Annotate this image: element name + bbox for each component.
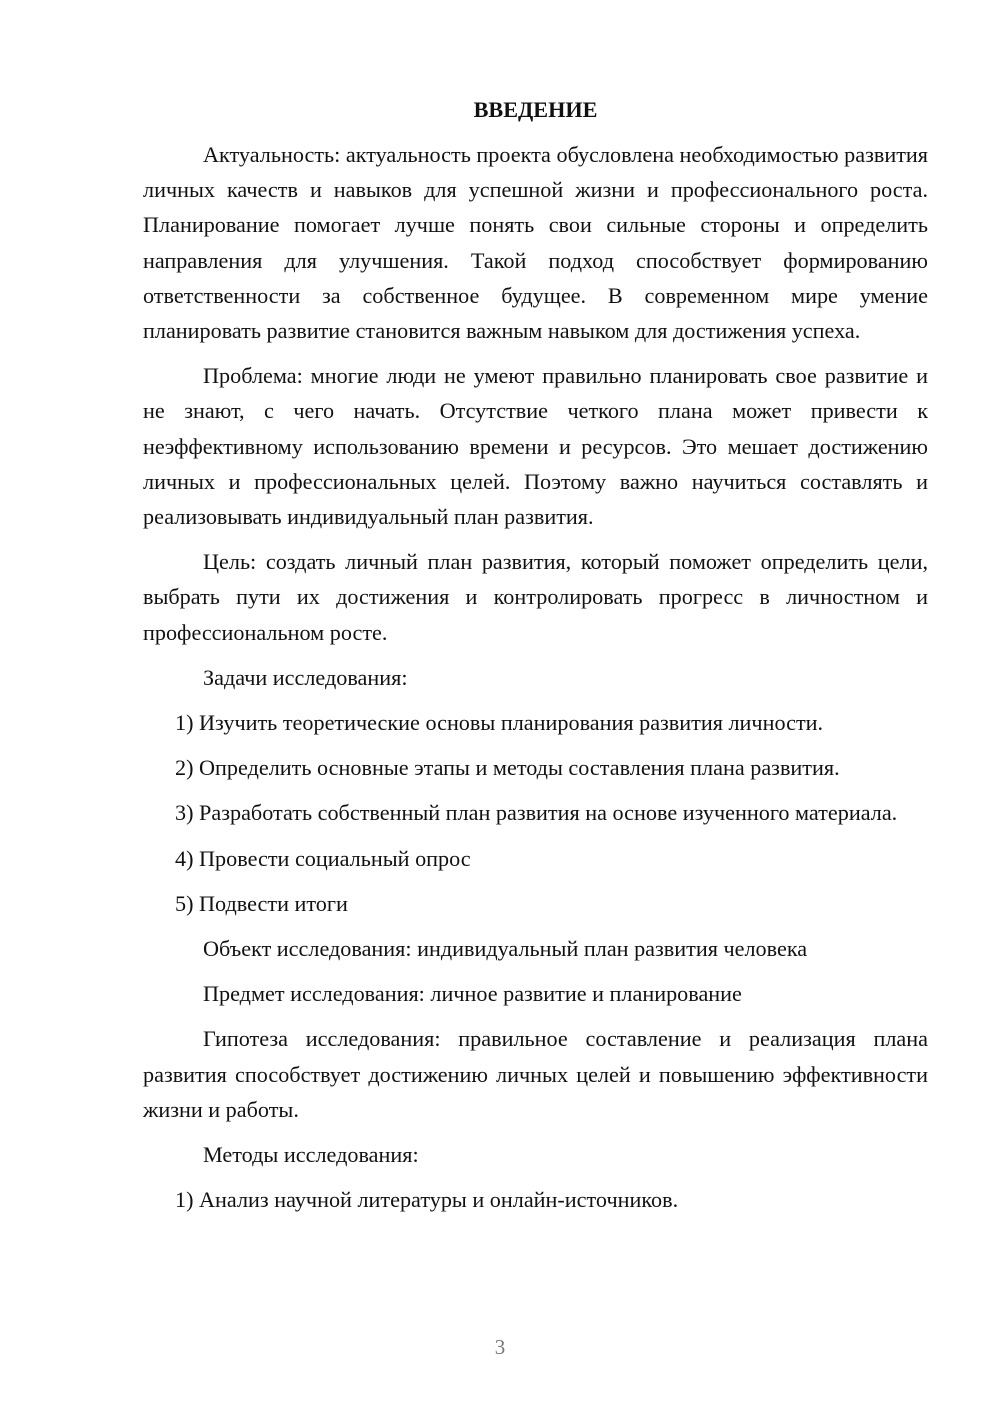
paragraph-goal: Цель: создать личный план развития, который поможет определить цели, выбрать пути их достижения и контролировать прогресс в личностном и профессиональном росте. (143, 549, 928, 645)
page-content (143, 92, 928, 1227)
paragraph-relevance: Актуальность: актуальность проекта обусловлена необходимостью развития личных качеств и навыков для успешной жизни и профессионального роста. Планирование помогает лучше понять свои сильные стороны и определить направления для улучшения. Такой подход способствует формированию ответственности за собственное будущее. В современном мире умение планировать развитие становится важным навыком для достижения успеха. (143, 142, 928, 344)
section-title: ВВЕДЕНИЕ (473, 97, 598, 122)
tasks-heading: Задачи исследования: (203, 664, 408, 690)
methods-heading: Методы исследования: (203, 1142, 419, 1168)
task-item-1: 1) Изучить теоретические основы планирования развития личности. (175, 710, 824, 736)
task-item-4: 4) Провести социальный опрос (175, 845, 471, 871)
task-item-5: 5) Подвести итоги (175, 890, 348, 916)
method-item-1: 1) Анализ научной литературы и онлайн-источников. (175, 1187, 679, 1213)
page-number: 3 (494, 1335, 506, 1359)
paragraph-problem: Проблема: многие люди не умеют правильно планировать свое развитие и не знают, с чего начать. Отсутствие четкого плана может привести к неэффективному использованию времени и ресурсов. Это мешает достижению личных и профессиональных целей. Поэтому важно научиться составлять и реализовывать индивидуальный план развития. (143, 363, 928, 530)
research-object: Объект исследования: индивидуальный план развития человека (203, 936, 808, 962)
task-item-2: 2) Определить основные этапы и методы составления плана развития. (175, 755, 840, 781)
task-item-3: 3) Разработать собственный план развития на основе изученного материала. (175, 800, 898, 826)
research-subject: Предмет исследования: личное развитие и планирование (203, 981, 742, 1007)
research-hypothesis: Гипотеза исследования: правильное составление и реализация плана развития способствует достижению личных целей и повышению эффективности жизни и работы. (143, 1026, 928, 1122)
